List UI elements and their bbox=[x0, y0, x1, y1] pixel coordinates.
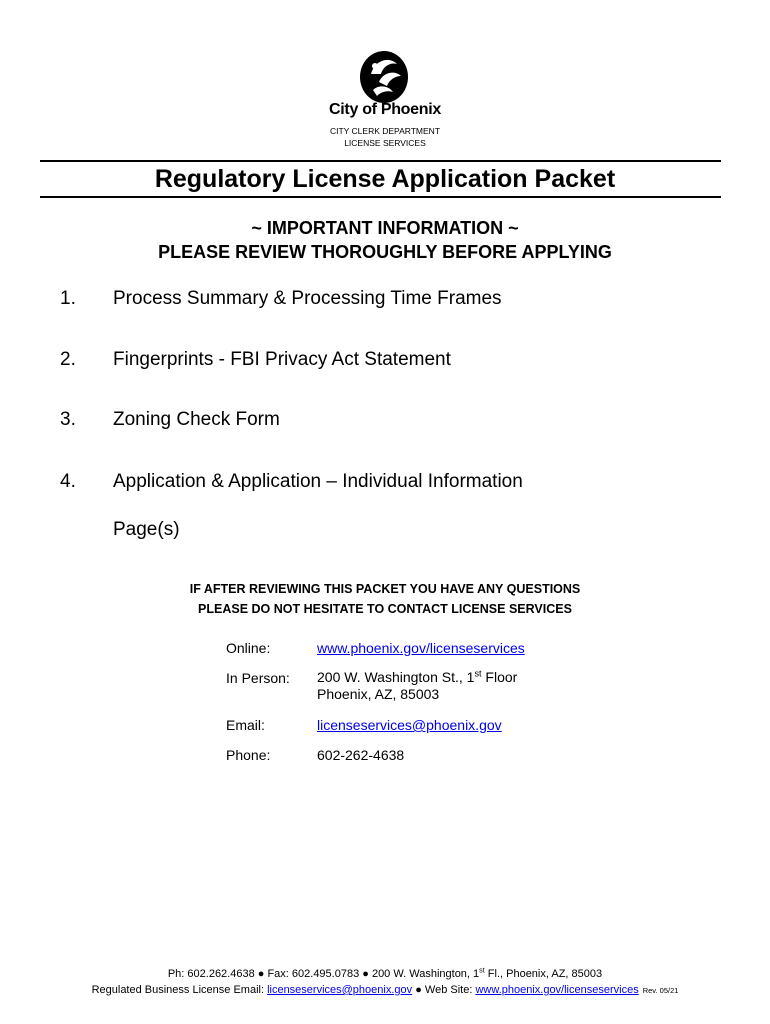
division-name: LICENSE SERVICES bbox=[344, 138, 426, 148]
footer-email-link[interactable]: licenseservices@phoenix.gov bbox=[267, 984, 413, 996]
notice-line-2: PLEASE REVIEW THOROUGHLY BEFORE APPLYING bbox=[158, 242, 612, 262]
footer-website-link[interactable]: www.phoenix.gov/licenseservices bbox=[475, 984, 639, 996]
ordinal-suffix: st bbox=[479, 966, 485, 975]
list-item-number: 4. bbox=[60, 471, 76, 492]
footer-line-2: Regulated Business License Email: licenseservices@phoenix.gov ● Web Site: www.phoenix.gov/licenseservices Rev. 05/21 bbox=[91, 984, 679, 996]
contact-prompt bbox=[0, 579, 770, 619]
notice-line-1: ~ IMPORTANT INFORMATION ~ bbox=[251, 218, 519, 238]
list-item-text: Process Summary & Processing Time Frames bbox=[113, 288, 502, 309]
phone-number: 602-262-4638 bbox=[317, 747, 405, 763]
phoenix-bird-logo-icon bbox=[345, 46, 423, 106]
online-label: Online: bbox=[226, 640, 271, 656]
page-title: Regulatory License Application Packet bbox=[154, 165, 616, 193]
footer-line-1: Ph: 602.262.4638 ● Fax: 602.495.0783 ● 200 W. Washington, 1st Fl., Phoenix, AZ, 85003 bbox=[167, 966, 603, 980]
phone-label: Phone: bbox=[226, 747, 271, 763]
contact-prompt-line-1: IF AFTER REVIEWING THIS PACKET YOU HAVE ANY QUESTIONS bbox=[189, 582, 581, 596]
page-footer bbox=[0, 966, 770, 999]
department-block bbox=[0, 125, 770, 149]
revision-date: Rev. 05/21 bbox=[642, 986, 679, 995]
online-link[interactable]: www.phoenix.gov/licenseservices bbox=[317, 640, 525, 656]
list-item-text: Fingerprints - FBI Privacy Act Statement bbox=[113, 349, 451, 370]
title-bottom-rule bbox=[40, 196, 721, 198]
list-item-text: Application & Application – Individual Information bbox=[113, 471, 523, 492]
contact-prompt-line-2: PLEASE DO NOT HESITATE TO CONTACT LICENSE SERVICES bbox=[198, 602, 572, 616]
address-line-2: Phoenix, AZ, 85003 bbox=[317, 686, 440, 702]
list-item-number: 3. bbox=[60, 409, 76, 430]
department-name: CITY CLERK DEPARTMENT bbox=[329, 126, 441, 136]
city-name: City of Phoenix bbox=[329, 101, 441, 118]
in-person-label: In Person: bbox=[226, 670, 290, 686]
email-label: Email: bbox=[226, 717, 265, 733]
list-item-number: 1. bbox=[60, 288, 76, 309]
address-line-1: 200 W. Washington St., 1st Floor bbox=[317, 668, 518, 685]
list-item-number: 2. bbox=[60, 349, 76, 370]
list-item-text: Zoning Check Form bbox=[113, 409, 280, 430]
in-person-address bbox=[317, 669, 517, 703]
ordinal-suffix: st bbox=[474, 668, 482, 679]
list-item-text-continued: Page(s) bbox=[113, 519, 180, 540]
title-top-rule bbox=[40, 160, 721, 162]
email-link[interactable]: licenseservices@phoenix.gov bbox=[317, 717, 502, 733]
important-notice bbox=[0, 216, 770, 264]
